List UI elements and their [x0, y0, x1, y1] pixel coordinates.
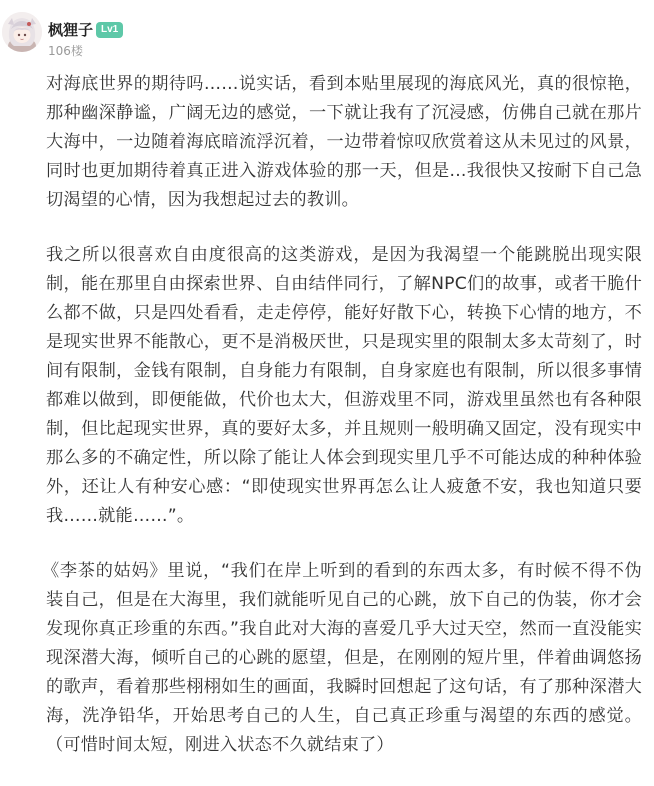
- username[interactable]: 枫狸子: [48, 21, 94, 39]
- avatar[interactable]: [2, 12, 42, 52]
- level-badge: Lv1: [96, 22, 123, 38]
- avatar-image: [2, 12, 42, 52]
- floor-number: 106楼: [48, 44, 83, 58]
- post-paragraph: 对海底世界的期待吗……说实话，看到本贴里展现的海底风光，真的很惊艳，那种幽深静谧，广阔无边的感觉，一下就让我有了沉浸感，仿佛自己就在那片大海中，一边随着海底暗流浮沉着，一边带着惊叹欣赏着这从未见过的风景，同时也更加期待着真正进入游戏体验的那一天，但是...我很快又按耐下自己急切渴望的心情，因为我想起过去的教训。: [46, 74, 642, 210]
- post-paragraph: 我之所以很喜欢自由度很高的这类游戏，是因为我渴望一个能跳脱出现实限制，能在那里自由探索世界、自由结伴同行，了解NPC们的故事，或者干脆什么都不做，只是四处看看，走走停停，能好好散下心，转换下心情的地方，不是现实世界不能散心，更不是消极厌世，只是现实里的限制太多太苛刻了，时间有限制，金钱有限制，自身能力有限制，自身家庭也有限制，所以很多事情都难以做到，即便能做，代价也太大，但游戏里不同，游戏里虽然也有各种限制，但比起现实世界，真的要好太多，并且规则一般明确又固定，没有现实中那么多的不确定性，所以除了能让人体会到现实里几乎不可能达成的种种体验外，还让人有种安心感：“即使现实世界再怎么让人疲惫不安，我也知道只要我……就能……”。: [46, 245, 642, 526]
- post-content: [42, 70, 642, 786]
- post-paragraph: 《李茶的姑妈》里说，“我们在岸上听到的看到的东西太多，有时候不得不伪装自己，但是在大海里，我们就能听见自己的心跳，放下自己的伪装，你才会发现你真正珍重的东西。”我自此对大海的喜爱几乎大过天空，然而一直没能实现深潜大海，倾听自己的心跳的愿望，但是，在刚刚的短片里，伴着曲调悠扬的歌声，看着那些栩栩如生的画面，我瞬时回想起了这句话，有了那种深潜大海，洗净铅华，开始思考自己的人生，自己真正珍重与渴望的东西的感觉。（可惜时间太短，刚进入状态不久就结束了）: [42, 561, 642, 755]
- post-header: [0, 0, 654, 66]
